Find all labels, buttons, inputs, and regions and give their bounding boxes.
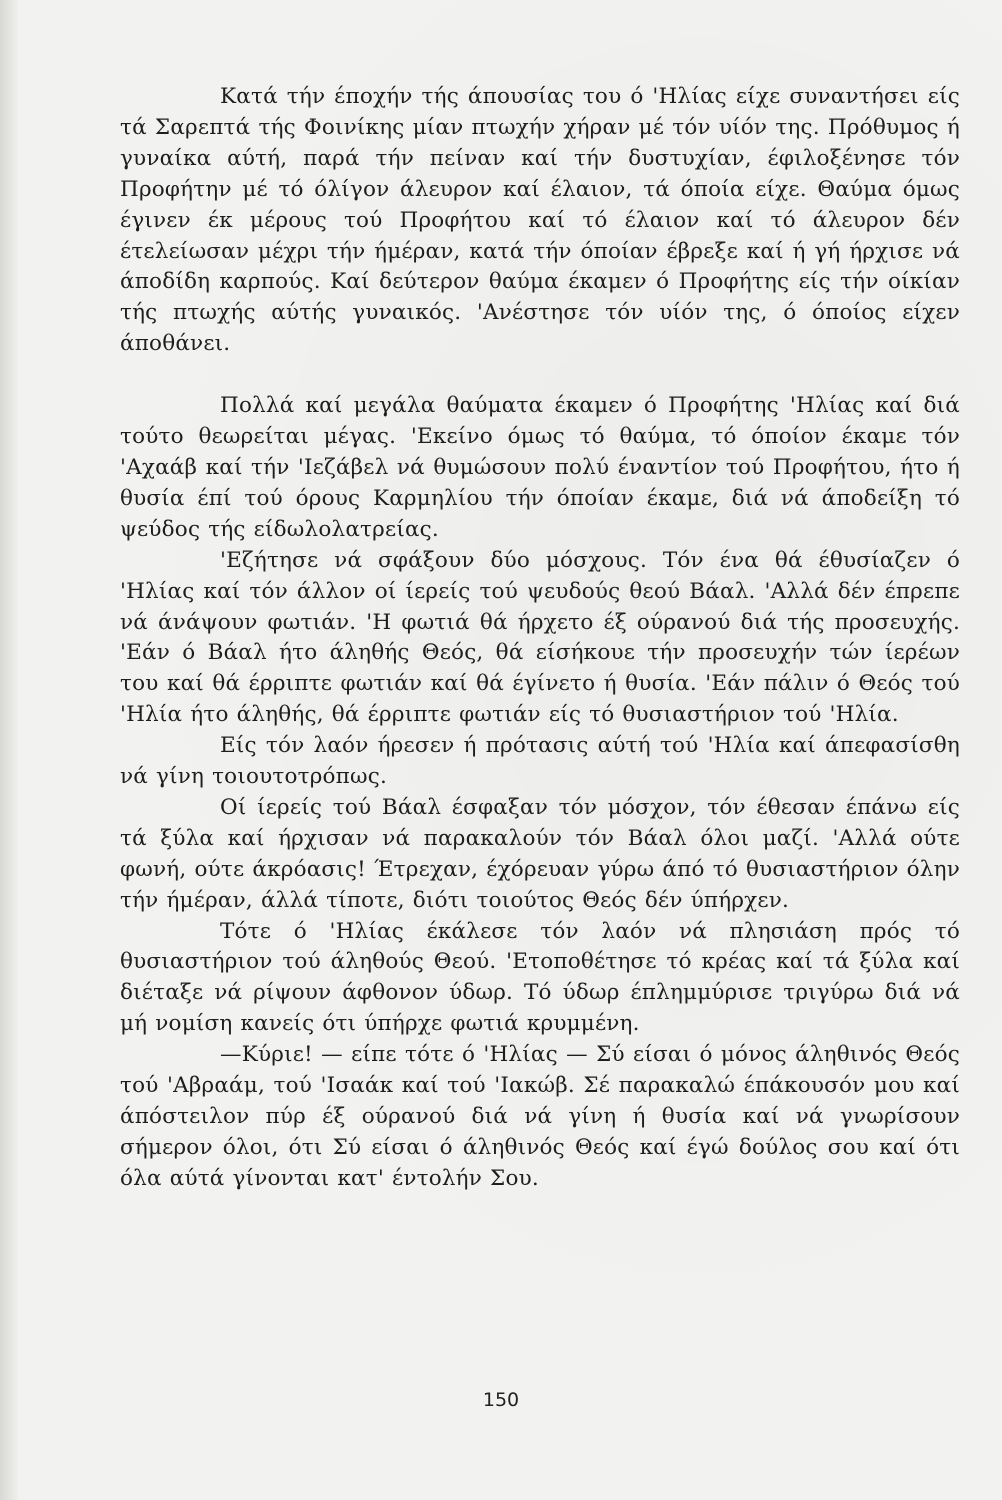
- paragraph-altar-water: Τότε ό 'Ηλίας έκάλεσε τόν λαόν νά πλησιάση πρός τό θυσιαστήριον τού άληθούς Θεού. 'Ετοποθέτησε τό κρέας καί τά ξύλα καί διέταξε νά ρίψουν άφθονον ύδωρ. Τό ύδωρ έπλημμύρισε τριγύρω διά νά μή νομίση κανείς ότι ύπήρχε φωτιά κρυμμένη.: [120, 918, 960, 1037]
- page-number: 150: [482, 1389, 520, 1411]
- body-text: [120, 82, 960, 1195]
- page-edge-shadow: [0, 0, 18, 1500]
- paragraph-priests-of-baal: Οί ίερείς τού Βάαλ έσφαξαν τόν μόσχον, τόν έθεσαν έπάνω είς τά ξύλα καί ήρχισαν νά παρακαλούν τόν Βάαλ όλοι μαζί. 'Αλλά ούτε φωνή, ούτε άκρόασις! Έτρεχαν, έχόρευαν γύρω άπό τό θυσιαστήριον όλην τήν ήμέραν, άλλά τίποτε, διότι τοιούτος Θεός δέν ύπήρχεν.: [120, 794, 960, 913]
- paragraph-elijah-prayer: —Κύριε! — είπε τότε ό 'Ηλίας — Σύ είσαι ό μόνος άληθινός Θεός τού 'Αβραάμ, τού 'Ισαάκ καί τού 'Ιακώβ. Σέ παρακαλώ έπάκουσόν μου καί άπόστειλον πύρ έξ ούρανού διά νά γίνη ή θυσία καί νά γνωρίσουν σήμερον όλοι, ότι Σύ είσαι ό άληθινός Θεός καί έγώ δούλος σου καί ότι όλα αύτά γίνονται κατ' έντολήν Σου.: [120, 1042, 960, 1191]
- paragraph-great-miracles: Πολλά καί μεγάλα θαύματα έκαμεν ό Προφήτης 'Ηλίας καί διά τούτο θεωρείται μέγας. 'Εκείνο όμως τό θαύμα, τό όποίον έκαμε τόν 'Αχαάβ καί τήν 'Ιεζάβελ νά θυμώσουν πολύ έναντίον τού Προφήτου, ήτο ή θυσία έπί τού όρους Καρμηλίου τήν όποίαν έκαμε, διά νά άποδείξη τό ψεύδος τής είδωλολατρείας.: [120, 393, 960, 542]
- paragraph-people-agreed: Είς τόν λαόν ήρεσεν ή πρότασις αύτή τού 'Ηλία καί άπεφασίσθη νά γίνη τοιουτοτρόπως.: [120, 733, 960, 790]
- paragraph-elijah-widow: Κατά τήν έποχήν τής άπουσίας του ό 'Ηλίας είχε συναντήσει είς τά Σαρεπτά τής Φοινίκης μίαν πτωχήν χήραν μέ τόν υίόν της. Πρόθυμος ή γυναίκα αύτή, παρά τήν πείναν καί τήν δυστυχίαν, έφιλοξένησε τόν Προφήτην μέ τό όλίγον άλευρον καί έλαιον, τά όποία είχε. Θαύμα όμως έγινεν έκ μέρους τού Προφήτου καί τό έλαιον καί τό άλευρον δέν έτελείωσαν μέχρι τήν ήμέραν, κατά τήν όποίαν έβρεξε καί ή γή ήρχισε νά άποδίδη καρπούς. Καί δεύτερον θαύμα έκαμεν ό Προφήτης είς τήν οίκίαν τής πτωχής αύτής γυναικός. 'Ανέστησε τόν υίόν της, ό όποίος είχεν άποθάνει.: [120, 84, 960, 357]
- paragraph-two-calves: 'Εζήτησε νά σφάξουν δύο μόσχους. Τόν ένα θά έθυσίαζεν ό 'Ηλίας καί τόν άλλον οί ίερείς τού ψευδούς θεού Βάαλ. 'Αλλά δέν έπρεπε νά άνάψουν φωτιάν. 'Η φωτιά θά ήρχετο έξ ούρανού διά τής προσευχής. 'Εάν ό Βάαλ ήτο άληθής Θεός, θά είσήκουε τήν προσευχήν τών ίερέων του καί θά έρριπτε φωτιάν καί θά έγίνετο ή θυσία. 'Εάν πάλιν ό Θεός τού 'Ηλία ήτο άληθής, θά έρριπτε φωτιάν είς τό θυσιαστήριον τού 'Ηλία.: [120, 547, 960, 728]
